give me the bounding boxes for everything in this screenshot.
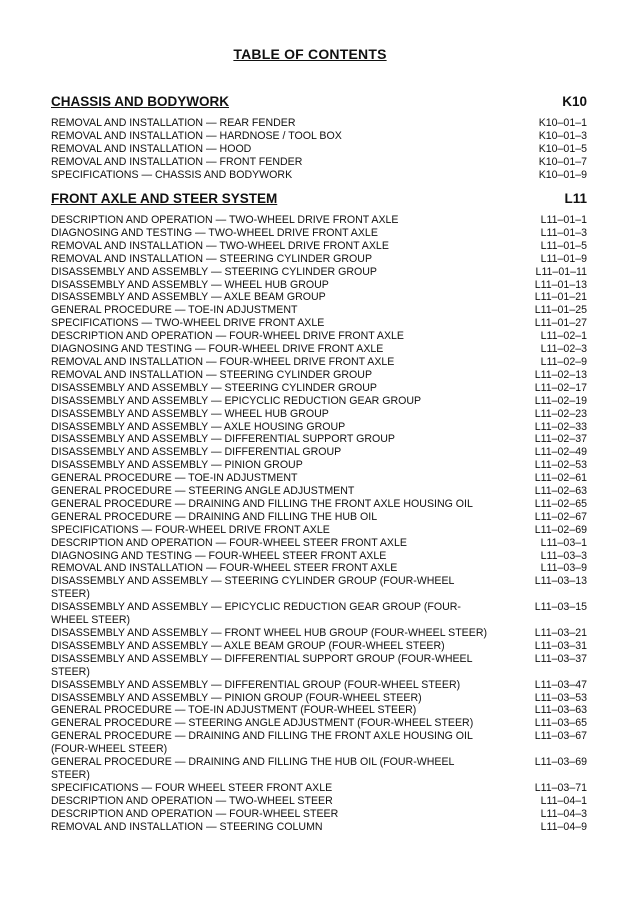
toc-entry-title: DISASSEMBLY AND ASSEMBLY — WHEEL HUB GROUP — [51, 278, 329, 291]
toc-entry-title: DESCRIPTION AND OPERATION — FOUR-WHEEL STEER — [51, 807, 339, 820]
toc-entry-page: L11–03–69 — [534, 756, 587, 769]
toc-entry-page: L11–03–67 — [534, 730, 587, 743]
toc-entry — [51, 369, 587, 382]
toc-entry-title: DESCRIPTION AND OPERATION — TWO-WHEEL DRIVE FRONT AXLE — [51, 214, 399, 226]
toc-entry-title: DISASSEMBLY AND ASSEMBLY — DIFFERENTIAL GROUP (FOUR-WHEEL STEER) — [51, 678, 461, 691]
toc-entry — [51, 421, 587, 434]
toc-entry-title: SPECIFICATIONS — FOUR-WHEEL DRIVE FRONT AXLE — [51, 523, 330, 536]
toc-entry — [51, 550, 587, 563]
toc-entry-page: L11–04–9 — [540, 820, 587, 833]
toc-entry — [51, 692, 587, 705]
toc-entry — [51, 382, 587, 395]
toc-entry-page: L11–04–1 — [540, 794, 587, 807]
section-header — [51, 191, 587, 211]
toc-entry-page: L11–03–1 — [540, 536, 587, 549]
toc-entry-page: L11–03–63 — [534, 704, 587, 717]
toc-entry — [51, 717, 587, 730]
toc-entry-page: L11–03–13 — [534, 575, 587, 588]
toc-entry — [51, 795, 587, 808]
toc-entry-page: L11–02–53 — [534, 459, 587, 472]
toc-entry-page: L11–02–65 — [534, 497, 587, 510]
toc-entry — [51, 156, 587, 169]
toc-entry-title: REMOVAL AND INSTALLATION — FRONT FENDER — [51, 155, 303, 168]
section-name: FRONT AXLE AND STEER SYSTEM — [51, 191, 278, 206]
toc-entry — [51, 575, 587, 601]
toc-entry — [51, 679, 587, 692]
toc-entry-page: L11–03–15 — [534, 601, 587, 614]
toc-entry — [51, 253, 587, 266]
toc-entry-title: DISASSEMBLY AND ASSEMBLY — AXLE BEAM GROUP (FOUR-WHEEL STEER) — [51, 639, 445, 652]
toc-entry-page: L11–03–53 — [534, 691, 587, 704]
toc-entry-page: L11–02–13 — [534, 368, 587, 381]
toc-entry-page: L11–01–11 — [535, 265, 587, 278]
toc-entry-title: REMOVAL AND INSTALLATION — FOUR-WHEEL DRIVE FRONT AXLE — [51, 355, 395, 368]
toc-entry-title: DISASSEMBLY AND ASSEMBLY — AXLE HOUSING GROUP — [51, 420, 346, 433]
toc-entry — [51, 704, 587, 717]
toc-entry — [51, 356, 587, 369]
toc-entry-page: L11–02–23 — [534, 407, 587, 420]
toc-entry-title: DISASSEMBLY AND ASSEMBLY — PINION GROUP (FOUR-WHEEL STEER) — [51, 691, 422, 704]
toc-entry-page: L11–02–37 — [534, 433, 587, 446]
toc-entry-page: L11–01–1 — [540, 214, 587, 226]
toc-entry-title: DISASSEMBLY AND ASSEMBLY — EPICYCLIC REDUCTION GEAR GROUP (FOUR-WHEEL STEER) — [51, 601, 461, 627]
toc-entry-title: DISASSEMBLY AND ASSEMBLY — FRONT WHEEL HUB GROUP (FOUR-WHEEL STEER) — [51, 627, 487, 639]
toc-entry-title: DISASSEMBLY AND ASSEMBLY — EPICYCLIC REDUCTION GEAR GROUP — [51, 394, 422, 407]
toc-entry-title: REMOVAL AND INSTALLATION — HARDNOSE / TOOL BOX — [51, 129, 342, 142]
toc-entry — [51, 459, 587, 472]
toc-entry — [51, 240, 587, 253]
toc-entry-title: GENERAL PROCEDURE — DRAINING AND FILLING THE FRONT AXLE HOUSING OIL (FOUR-WHEEL STEER) — [51, 730, 473, 756]
toc-entry — [51, 524, 587, 537]
toc-entry — [51, 782, 587, 795]
toc-entry — [51, 485, 587, 498]
toc-entry-title: DESCRIPTION AND OPERATION — TWO-WHEEL STEER — [51, 794, 333, 807]
toc-entry — [51, 395, 587, 408]
toc-entry-title: GENERAL PROCEDURE — STEERING ANGLE ADJUSTMENT (FOUR-WHEEL STEER) — [51, 717, 474, 730]
toc-entry-page: L11–03–9 — [540, 562, 587, 575]
toc-entry-title: DISASSEMBLY AND ASSEMBLY — DIFFERENTIAL SUPPORT GROUP (FOUR-WHEEL STEER) — [51, 652, 473, 678]
toc-entry-page: L11–04–3 — [540, 807, 587, 820]
toc-entry — [51, 601, 587, 627]
toc-entry-page: L11–03–47 — [534, 678, 587, 691]
toc-entry — [51, 279, 587, 292]
section-entries — [51, 117, 587, 182]
toc-entry-page: L11–01–5 — [540, 239, 587, 252]
toc-entry-page: L11–03–3 — [540, 549, 587, 562]
toc-entry-title: DISASSEMBLY AND ASSEMBLY — AXLE BEAM GROUP — [51, 291, 326, 304]
toc-entry-title: REMOVAL AND INSTALLATION — REAR FENDER — [51, 117, 296, 129]
toc-entry-page: L11–01–21 — [534, 291, 587, 304]
toc-entry-page: L11–03–31 — [534, 639, 587, 652]
toc-entry-title: DIAGNOSING AND TESTING — TWO-WHEEL DRIVE FRONT AXLE — [51, 226, 378, 239]
toc-entry — [51, 653, 587, 679]
toc-entry-title: GENERAL PROCEDURE — DRAINING AND FILLING THE HUB OIL — [51, 510, 378, 523]
toc-entry-page: L11–02–67 — [534, 510, 587, 523]
toc-entry-page: L11–01–13 — [534, 278, 587, 291]
toc-entry-page: K10–01–1 — [538, 117, 587, 129]
page-title: TABLE OF CONTENTS — [233, 46, 387, 62]
toc-entry-page: L11–01–3 — [540, 226, 587, 239]
toc-entry-page: L11–02–63 — [534, 485, 587, 498]
toc-entry — [51, 756, 587, 782]
section-code: L11 — [564, 191, 587, 206]
toc-entry-page: K10–01–7 — [538, 155, 587, 168]
toc-entry-page: L11–02–1 — [540, 330, 587, 343]
toc-entry — [51, 343, 587, 356]
toc-entry-page: L11–02–61 — [534, 472, 587, 485]
section-chassis-bodywork — [51, 94, 587, 182]
toc-entry-page: K10–01–5 — [538, 142, 587, 155]
toc-entry-title: DISASSEMBLY AND ASSEMBLY — PINION GROUP — [51, 459, 303, 472]
toc-entry — [51, 562, 587, 575]
toc-entry — [51, 627, 587, 640]
toc-entry — [51, 511, 587, 524]
toc-entry-page: L11–03–21 — [534, 627, 587, 639]
toc-entry-page: K10–01–3 — [538, 129, 587, 142]
toc-entry-title: REMOVAL AND INSTALLATION — STEERING CYLINDER GROUP — [51, 252, 373, 265]
toc-entry-title: REMOVAL AND INSTALLATION — FOUR-WHEEL STEER FRONT AXLE — [51, 562, 398, 575]
toc-entry-page: L11–01–27 — [534, 317, 587, 330]
toc-entry-title: REMOVAL AND INSTALLATION — STEERING CYLINDER GROUP — [51, 368, 373, 381]
toc-entry-page: K10–01–9 — [538, 168, 587, 181]
toc-entry — [51, 408, 587, 421]
toc-entry — [51, 143, 587, 156]
toc-entry-title: REMOVAL AND INSTALLATION — STEERING COLUMN — [51, 820, 323, 833]
toc-entry-title: GENERAL PROCEDURE — TOE-IN ADJUSTMENT (FOUR-WHEEL STEER) — [51, 704, 417, 717]
toc-entry-title: DIAGNOSING AND TESTING — FOUR-WHEEL STEER FRONT AXLE — [51, 549, 387, 562]
toc-entry-title: DISASSEMBLY AND ASSEMBLY — WHEEL HUB GROUP — [51, 407, 329, 420]
toc-entry-page: L11–03–65 — [534, 717, 587, 730]
toc-entry — [51, 214, 587, 227]
toc-entry — [51, 472, 587, 485]
toc-entry-title: SPECIFICATIONS — TWO-WHEEL DRIVE FRONT AXLE — [51, 317, 325, 330]
toc-entry-title: DISASSEMBLY AND ASSEMBLY — STEERING CYLINDER GROUP — [51, 265, 377, 278]
toc-entry — [51, 130, 587, 143]
toc-entry-title: GENERAL PROCEDURE — DRAINING AND FILLING THE HUB OIL (FOUR-WHEEL STEER) — [51, 756, 455, 781]
toc-entry-title: DISASSEMBLY AND ASSEMBLY — DIFFERENTIAL GROUP — [51, 446, 342, 459]
toc-entry-title: DISASSEMBLY AND ASSEMBLY — STEERING CYLINDER GROUP — [51, 381, 377, 394]
toc-entry — [51, 821, 587, 834]
toc-entry-page: L11–02–49 — [534, 446, 587, 459]
toc-entry-page: L11–02–69 — [534, 523, 587, 536]
toc-entry — [51, 446, 587, 459]
toc-entry — [51, 169, 587, 182]
toc-entry-title: SPECIFICATIONS — FOUR WHEEL STEER FRONT AXLE — [51, 781, 333, 794]
toc-entry — [51, 808, 587, 821]
toc-entry-title: DISASSEMBLY AND ASSEMBLY — DIFFERENTIAL SUPPORT GROUP — [51, 433, 395, 446]
section-header — [51, 94, 587, 114]
toc-entry-page: L11–02–9 — [540, 355, 587, 368]
toc-entry-title: REMOVAL AND INSTALLATION — HOOD — [51, 142, 252, 155]
toc-entry-page: L11–02–17 — [534, 381, 587, 394]
toc-entry-page: L11–02–19 — [534, 394, 587, 407]
toc-entry-page: L11–03–37 — [534, 652, 587, 665]
toc-entry-page: L11–03–71 — [534, 781, 587, 794]
toc-entry — [51, 330, 587, 343]
toc-entry-page: L11–01–9 — [540, 252, 587, 265]
section-code: K10 — [562, 94, 587, 109]
toc-entry-title: SPECIFICATIONS — CHASSIS AND BODYWORK — [51, 168, 293, 181]
toc-entry-title: DESCRIPTION AND OPERATION — FOUR-WHEEL STEER FRONT AXLE — [51, 536, 407, 549]
toc-entry-title: GENERAL PROCEDURE — TOE-IN ADJUSTMENT — [51, 472, 298, 485]
toc-entry — [51, 537, 587, 550]
toc-entry-page: L11–02–3 — [540, 343, 587, 356]
section-entries — [51, 214, 587, 834]
toc-entry — [51, 433, 587, 446]
toc-entry — [51, 498, 587, 511]
toc-entry-title: DESCRIPTION AND OPERATION — FOUR-WHEEL DRIVE FRONT AXLE — [51, 330, 404, 343]
toc-entry-title: DISASSEMBLY AND ASSEMBLY — STEERING CYLINDER GROUP (FOUR-WHEEL STEER) — [51, 575, 455, 601]
toc-entry — [51, 291, 587, 304]
section-name: CHASSIS AND BODYWORK — [51, 94, 230, 109]
toc-entry-page: L11–02–33 — [534, 420, 587, 433]
toc-entry-title: GENERAL PROCEDURE — DRAINING AND FILLING THE FRONT AXLE HOUSING OIL — [51, 497, 473, 510]
toc-entry — [51, 266, 587, 279]
toc-entry-title: DIAGNOSING AND TESTING — FOUR-WHEEL DRIVE FRONT AXLE — [51, 343, 384, 356]
toc-entry — [51, 317, 587, 330]
toc-entry — [51, 117, 587, 130]
toc-entry — [51, 227, 587, 240]
toc-entry-title: GENERAL PROCEDURE — STEERING ANGLE ADJUSTMENT — [51, 485, 355, 498]
toc-entry-title: REMOVAL AND INSTALLATION — TWO-WHEEL DRIVE FRONT AXLE — [51, 239, 389, 252]
toc-entry-title: GENERAL PROCEDURE — TOE-IN ADJUSTMENT — [51, 304, 298, 317]
toc-entry-page: L11–01–25 — [534, 304, 587, 317]
toc-entry — [51, 640, 587, 653]
toc-entry — [51, 730, 587, 756]
toc-entry — [51, 304, 587, 317]
section-front-axle-steer — [51, 191, 587, 834]
